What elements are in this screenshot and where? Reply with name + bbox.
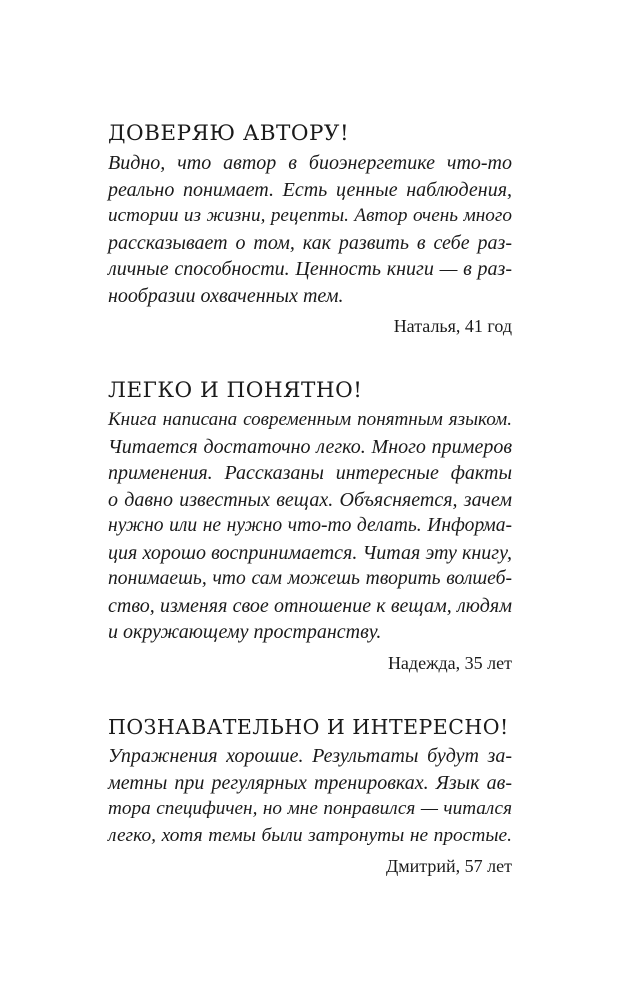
review-line: метны при регулярных тренировках. Язык ав- [108,771,512,794]
review-line: о давно известных вещах. Объясняется, зачем [108,488,512,511]
review-line: ция хорошо воспринимается. Читая эту книгу, [108,541,512,564]
review-line: легко, хотя темы были затронуты не простые. [108,824,512,846]
review-line: Читается достаточно легко. Много примеров [108,435,512,458]
review-title: ДОВЕРЯЮ АВТОРУ! [108,121,350,146]
review-line: и окружающему пространству. [108,621,382,643]
review-author: Надежда, 35 лет [387,652,512,673]
review-line: реально понимает. Есть ценные наблюдения, [108,178,512,201]
review-line: Книга написана современным понятным языком. [108,409,512,430]
review-title: ПОЗНАВАТЕЛЬНО И ИНТЕРЕСНО! [108,715,509,739]
review-1 [108,118,512,339]
review-title: ЛЕГКО И ПОНЯТНО! [108,378,363,403]
review-2 [108,375,512,676]
review-author: Дмитрий, 57 лет [386,856,512,876]
review-line: рассказывает о том, как развить в себе раз- [108,231,512,254]
review-line: Упражнения хорошие. Результаты будут за- [108,745,512,767]
review-line: личные способности. Ценность книги — в раз- [108,258,512,280]
review-line: тора специфичен, но мне понравился — читался [108,798,512,819]
review-author: Наталья, 41 год [393,316,512,336]
review-line: истории из жизни, рецепты. Автор очень много [108,205,512,226]
review-line: Видно, что автор в биоэнергетике что-то [108,152,512,174]
review-3 [108,711,512,879]
review-line: нообразии охваченных тем. [108,284,344,307]
review-line: ство, изменяя свое отношение к вещам, людям [108,594,512,617]
review-line: применения. Рассказаны интересные факты [108,462,512,484]
review-line: нужно или не нужно что-то делать. Информа- [108,515,512,536]
review-text [108,743,512,849]
review-text [108,150,512,309]
review-line: понимаешь, что сам можешь творить волшеб- [108,568,512,589]
review-text [108,407,512,646]
